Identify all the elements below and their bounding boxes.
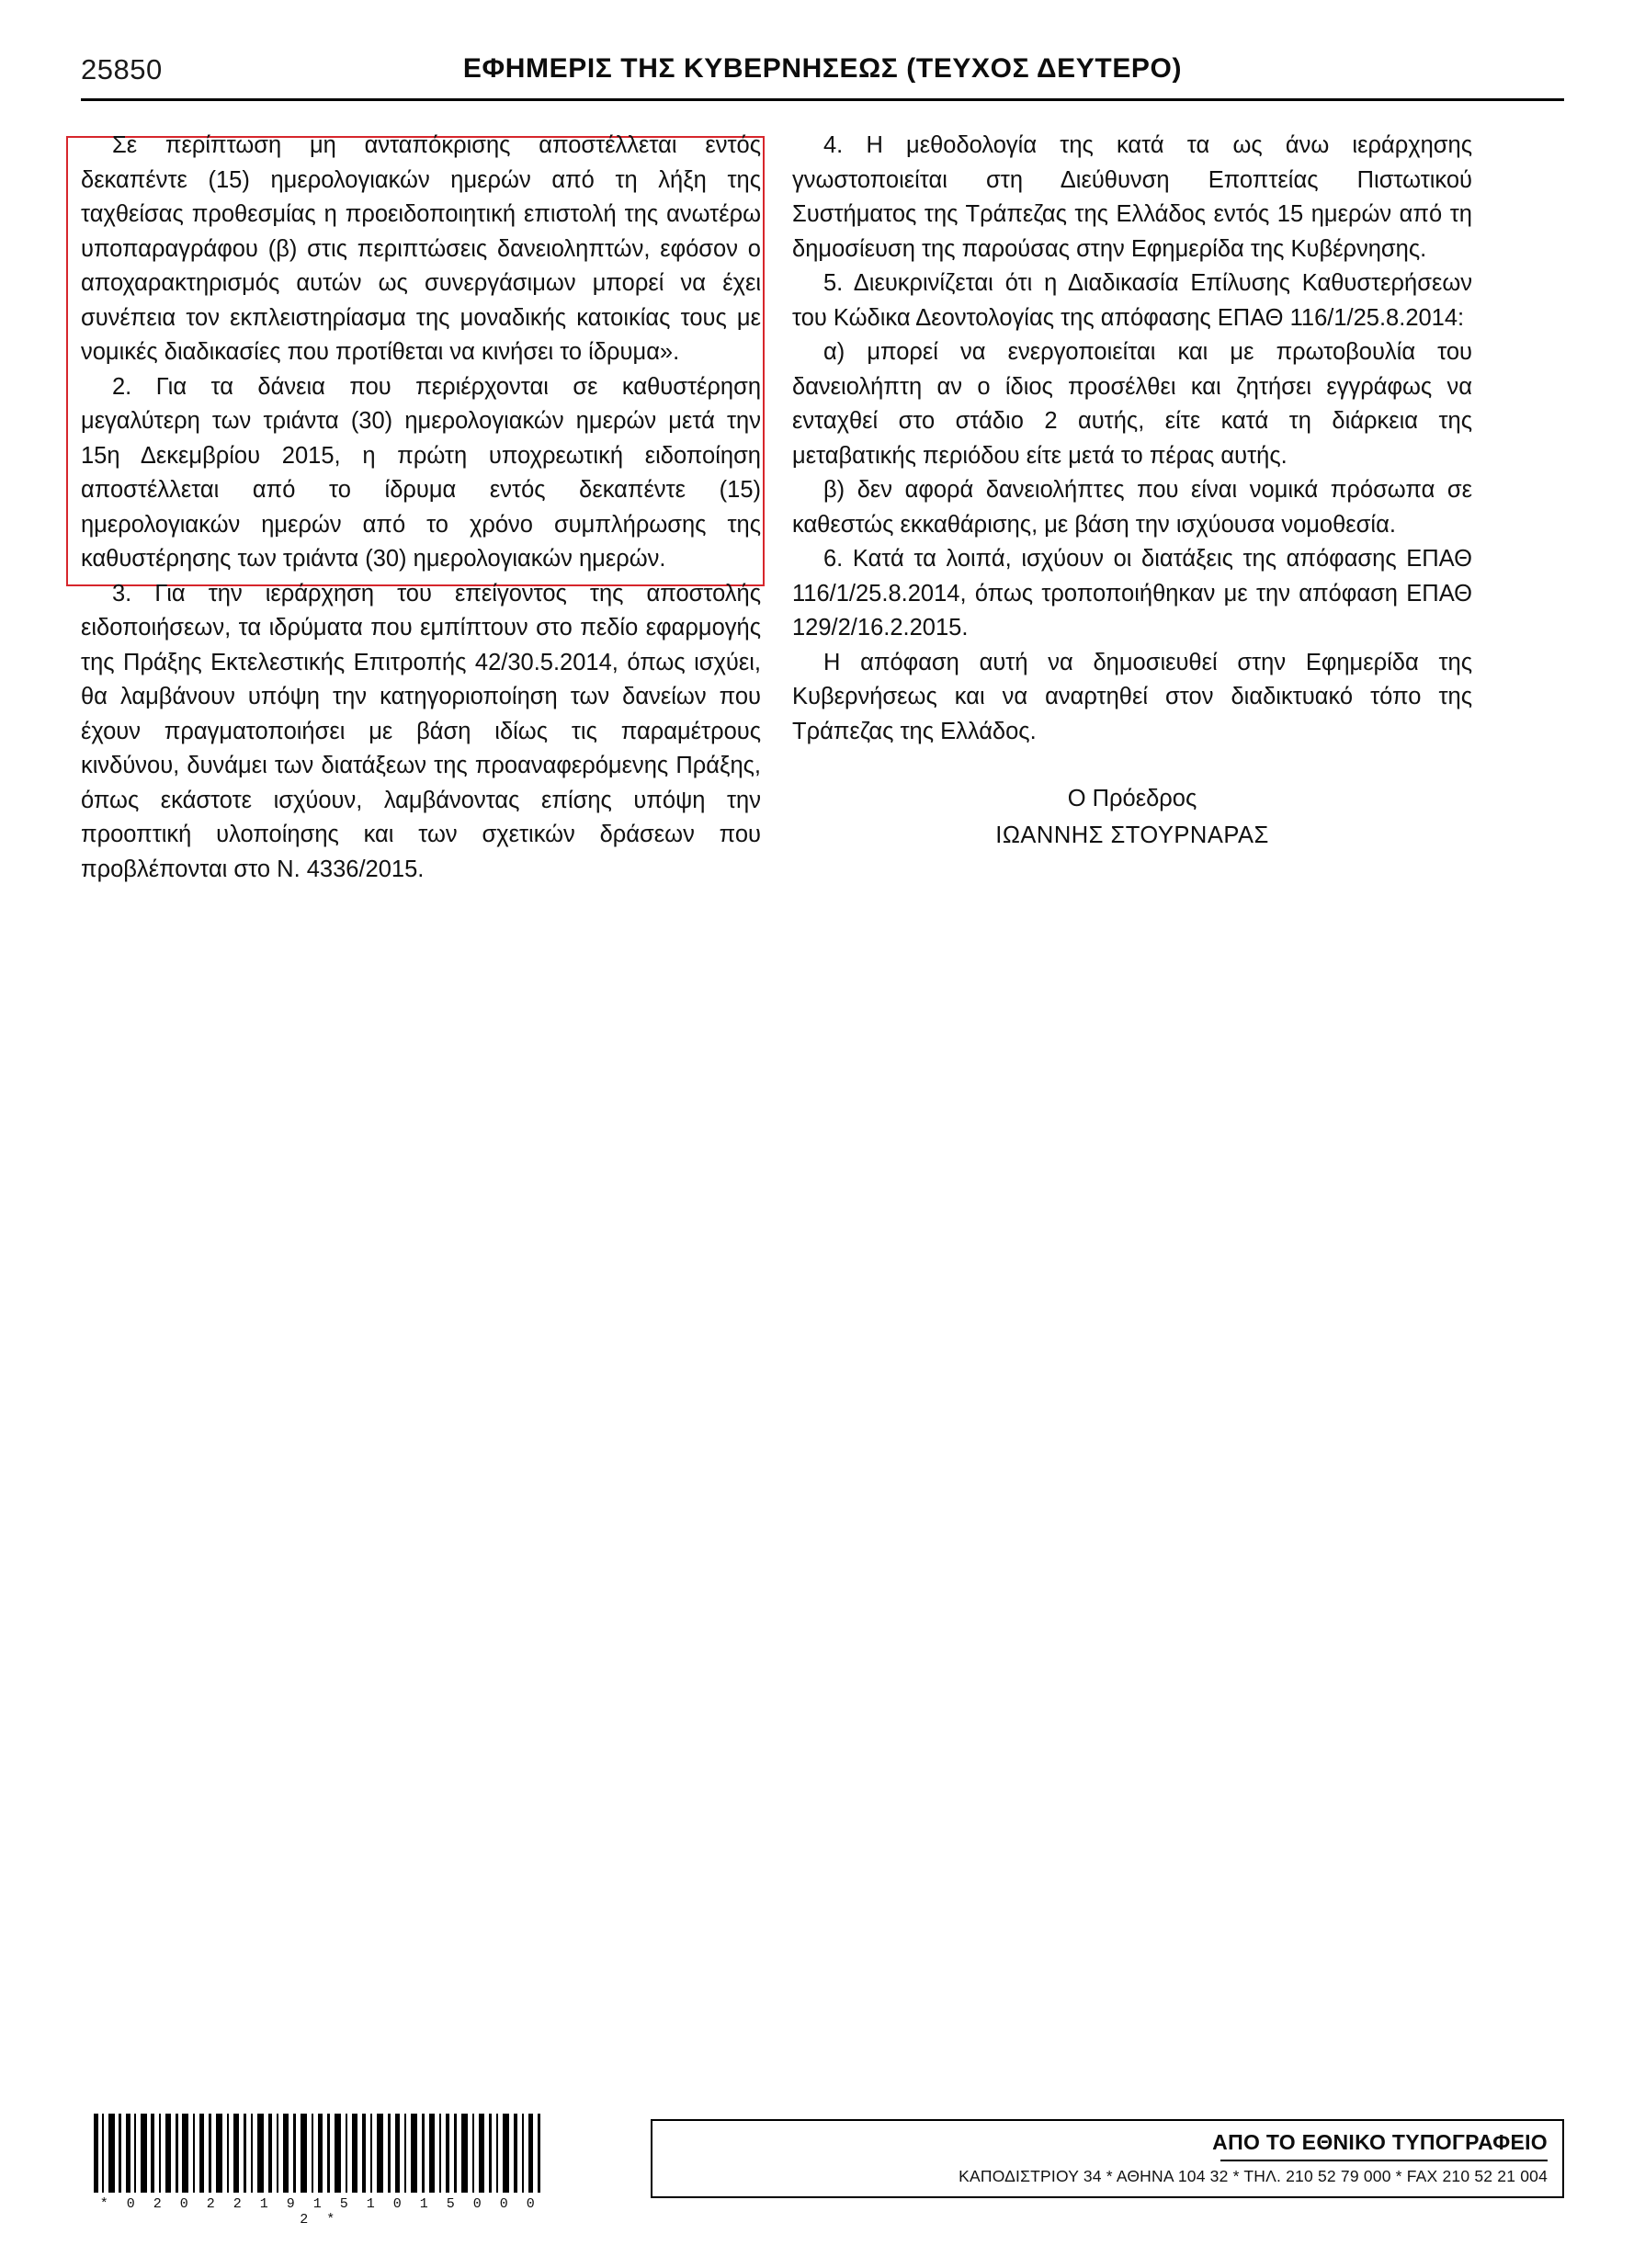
barcode: [90, 2114, 550, 2193]
signature-name: ΙΩΑΝΝΗΣ ΣΤΟΥΡΝΑΡΑΣ: [995, 822, 1269, 848]
footer-organization: ΑΠΟ ΤΟ ΕΘΝΙΚΟ ΤΥΠΟΓΡΑΦΕΙΟ: [1212, 2130, 1548, 2154]
signature-role: Ο Πρόεδρος: [1067, 786, 1197, 811]
page-header: [81, 50, 1564, 97]
paragraph-4: 4. Η μεθοδολογία της κατά τα ως άνω ιεράρχησης γνωστοποιείται στη Διεύθυνση Εποπτείας Πιστωτικού Συστήματος της Τράπεζας της Ελλάδος εντός 15 ημερών από τη δημοσίευση της παρούσας στην Εφημερίδα της Κυβέρνησης.: [792, 132, 1472, 262]
paragraph-5b: β) δεν αφορά δανειολήπτες που είναι νομικά πρόσωπα σε καθεστώς εκκαθάρισης, με βάση την ισχύουσα νομοθεσία.: [792, 477, 1472, 538]
paragraph-6: 6. Κατά τα λοιπά, ισχύουν οι διατάξεις της απόφασης ΕΠΑΘ 116/1/25.8.2014, όπως τροποποιήθηκαν με την απόφαση ΕΠΑΘ 129/2/16.2.2015.: [792, 546, 1472, 641]
page-footer: [81, 2114, 1564, 2228]
page-number: 25850: [81, 53, 163, 85]
right-column: [792, 129, 1472, 854]
header-divider: [81, 98, 1564, 101]
paragraph-5: 5. Διευκρινίζεται ότι η Διαδικασία Επίλυσης Καθυστερήσεων του Κώδικα Δεοντολογίας της απόφασης ΕΠΑΘ 116/1/25.8.2014:: [792, 270, 1472, 331]
left-column: [81, 129, 761, 887]
paragraph-7: Η απόφαση αυτή να δημοσιευθεί στην Εφημερίδα της Κυβερνήσεως και να αναρτηθεί στον διαδικτυακό τόπο της Τράπεζας της Ελλάδος.: [792, 649, 1472, 744]
paragraph-2: 2. Για τα δάνεια που περιέρχονται σε καθυστέρηση μεγαλύτερη των τριάντα (30) ημερολογιακών ημερών μετά την 15η Δεκεμβρίου 2015, η πρώτη υποχρεωτική ειδοποίηση αποστέλλεται από το ίδρυμα εντός δεκαπέντε (15) ημερολογιακών ημερών από το χρόνο συμπλήρωσης της καθυστέρησης των τριάντα (30) ημερολογιακών ημερών.: [81, 373, 761, 572]
footer-address: ΚΑΠΟΔΙΣΤΡΙΟΥ 34 * ΑΘΗΝΑ 104 32 * ΤΗΛ. 210 52 79 000 * FAX 210 52 21 004: [959, 2167, 1548, 2185]
paragraph-1: Σε περίπτωση μη ανταπόκρισης αποστέλλεται εντός δεκαπέντε (15) ημερολογιακών ημερών από τη λήξη της ταχθείσας προθεσμίας η προειδοποιητική επιστολή της ανωτέρω υποπαραγράφου (β) στις περιπτώσεις δανειοληπτών, εφόσον ο αποχαρακτηρισμός αυτών ως συνεργάσιμων μπορεί να έχει συνέπεια τον εκπλειστηρίασμα της μοναδικής κατοικίας τους με νομικές διαδικασίες που προτίθεται να κινήσει το ίδρυμα».: [81, 132, 761, 365]
barcode-digits: * 0 2 0 2 2 1 9 1 5 1 0 1 5 0 0 0 2 *: [99, 2196, 540, 2228]
signature-block: [792, 780, 1472, 854]
page-title: ΕΦΗΜΕΡΙΣ ΤΗΣ ΚΥΒΕΡΝΗΣΕΩΣ (ΤΕΥΧΟΣ ΔΕΥΤΕΡΟ): [462, 53, 1183, 84]
footer-organization-underline: [1220, 2160, 1548, 2161]
footer-box: [651, 2119, 1564, 2198]
paragraph-3: 3. Για την ιεράρχηση του επείγοντος της αποστολής ειδοποιήσεων, τα ιδρύματα που εμπίπτουν στο πεδίο εφαρμογής της Πράξης Εκτελεστικής Επιτροπής 42/30.5.2014, όπως ισχύει, θα λαμβάνουν υπόψη την κατηγοριοποίηση των δανείων που έχουν πραγματοποιήσει με βάση ιδίως τις παραμέτρους κινδύνου, δυνάμει των διατάξεων της προαναφερόμενης Πράξης, όπως εκάστοτε ισχύουν, λαμβάνοντας επίσης υπόψη την προοπτική υλοποίησης και των σχετικών δράσεων που προβλέπονται στο Ν. 4336/2015.: [81, 580, 761, 882]
paragraph-5a: α) μπορεί να ενεργοποιείται και με πρωτοβουλία του δανειολήπτη αν ο ίδιος προσέλθει και ζητήσει εγγράφως να ενταχθεί στο στάδιο 2 αυτής, είτε κατά τη διάρκεια της μεταβατικής περιόδου είτε μετά το πέρας αυτής.: [792, 339, 1472, 469]
